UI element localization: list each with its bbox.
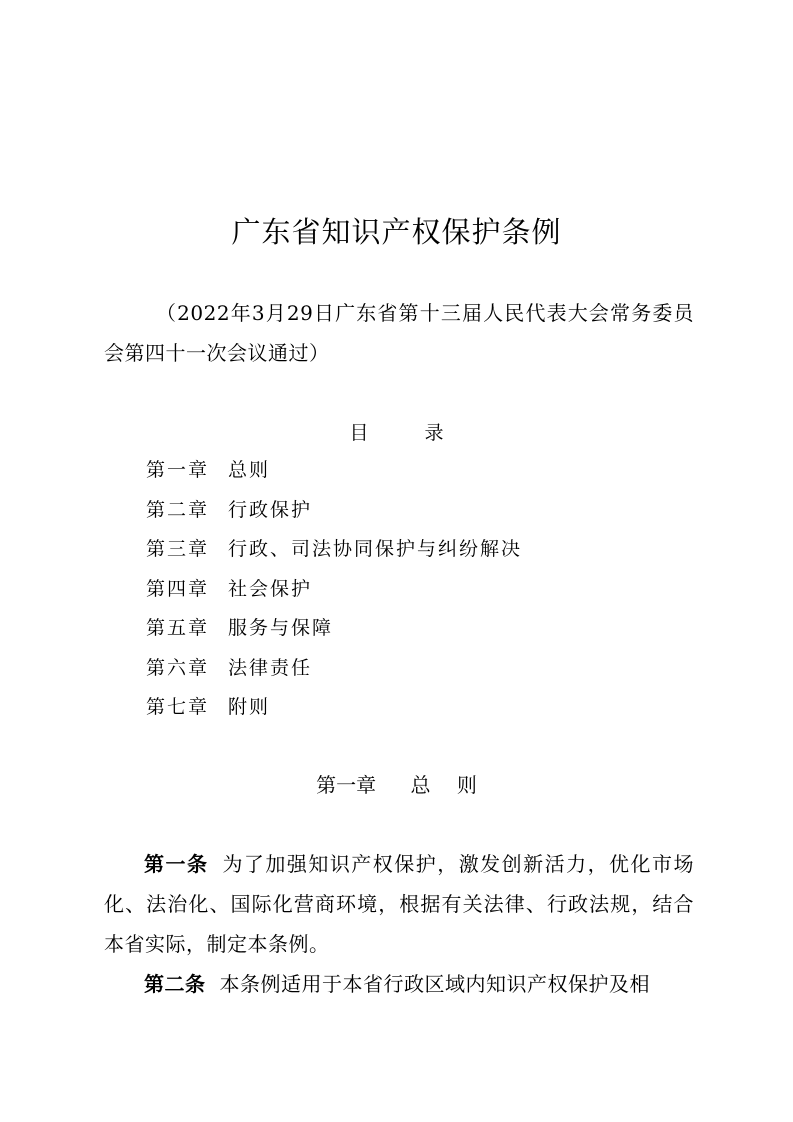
toc-heading-left: 目 <box>349 422 369 444</box>
toc-chapter-name: 法律责任 <box>228 656 313 679</box>
toc-chapter: 第七章 <box>146 696 210 718</box>
toc-heading <box>0 418 793 448</box>
chapter-name-part2: 则 <box>456 773 477 797</box>
document-subtitle: （2022年3月29日广东省第十三届人民代表大会常务委员会第四十一次会议通过） <box>104 301 694 365</box>
toc-item <box>146 534 522 574</box>
toc-chapter-name: 附则 <box>228 696 271 718</box>
chapter-heading <box>0 770 793 800</box>
chapter-name-part1: 总 <box>410 773 431 797</box>
toc-chapter: 第二章 <box>146 498 210 521</box>
toc-heading-right: 录 <box>424 422 444 444</box>
article-text: 为了加强知识产权保护，激发创新活力，优化市场化、法治化、国际化营商环境，根据有关法律、行政法规，结合本省实际，制定本条例。 <box>104 852 694 956</box>
toc-item <box>146 455 522 495</box>
toc-chapter-name: 行政保护 <box>228 498 313 521</box>
toc-chapter: 第六章 <box>146 656 210 679</box>
document-title: 广东省知识产权保护条例 <box>231 215 562 249</box>
toc-chapter-name: 总则 <box>228 459 271 481</box>
article-1 <box>104 844 694 964</box>
article-label: 第一条 <box>144 852 209 876</box>
toc-chapter: 第一章 <box>146 459 210 481</box>
chapter-label: 第一章 <box>316 773 377 797</box>
toc-chapter-name: 行政、司法协同保护与纠纷解决 <box>228 538 523 560</box>
article-text: 本条例适用于本省行政区域内知识产权保护及相 <box>219 972 650 996</box>
article-2 <box>104 964 694 1004</box>
table-of-contents <box>146 455 522 732</box>
toc-item <box>146 692 522 732</box>
toc-chapter: 第五章 <box>146 617 210 639</box>
toc-item <box>146 574 522 614</box>
toc-chapter-name: 服务与保障 <box>228 617 334 639</box>
article-label: 第二条 <box>144 972 206 996</box>
toc-item <box>146 653 522 693</box>
toc-chapter: 第四章 <box>146 577 210 600</box>
toc-item <box>146 613 522 653</box>
toc-chapter-name: 社会保护 <box>228 577 313 600</box>
toc-chapter: 第三章 <box>146 538 210 560</box>
toc-item <box>146 495 522 535</box>
